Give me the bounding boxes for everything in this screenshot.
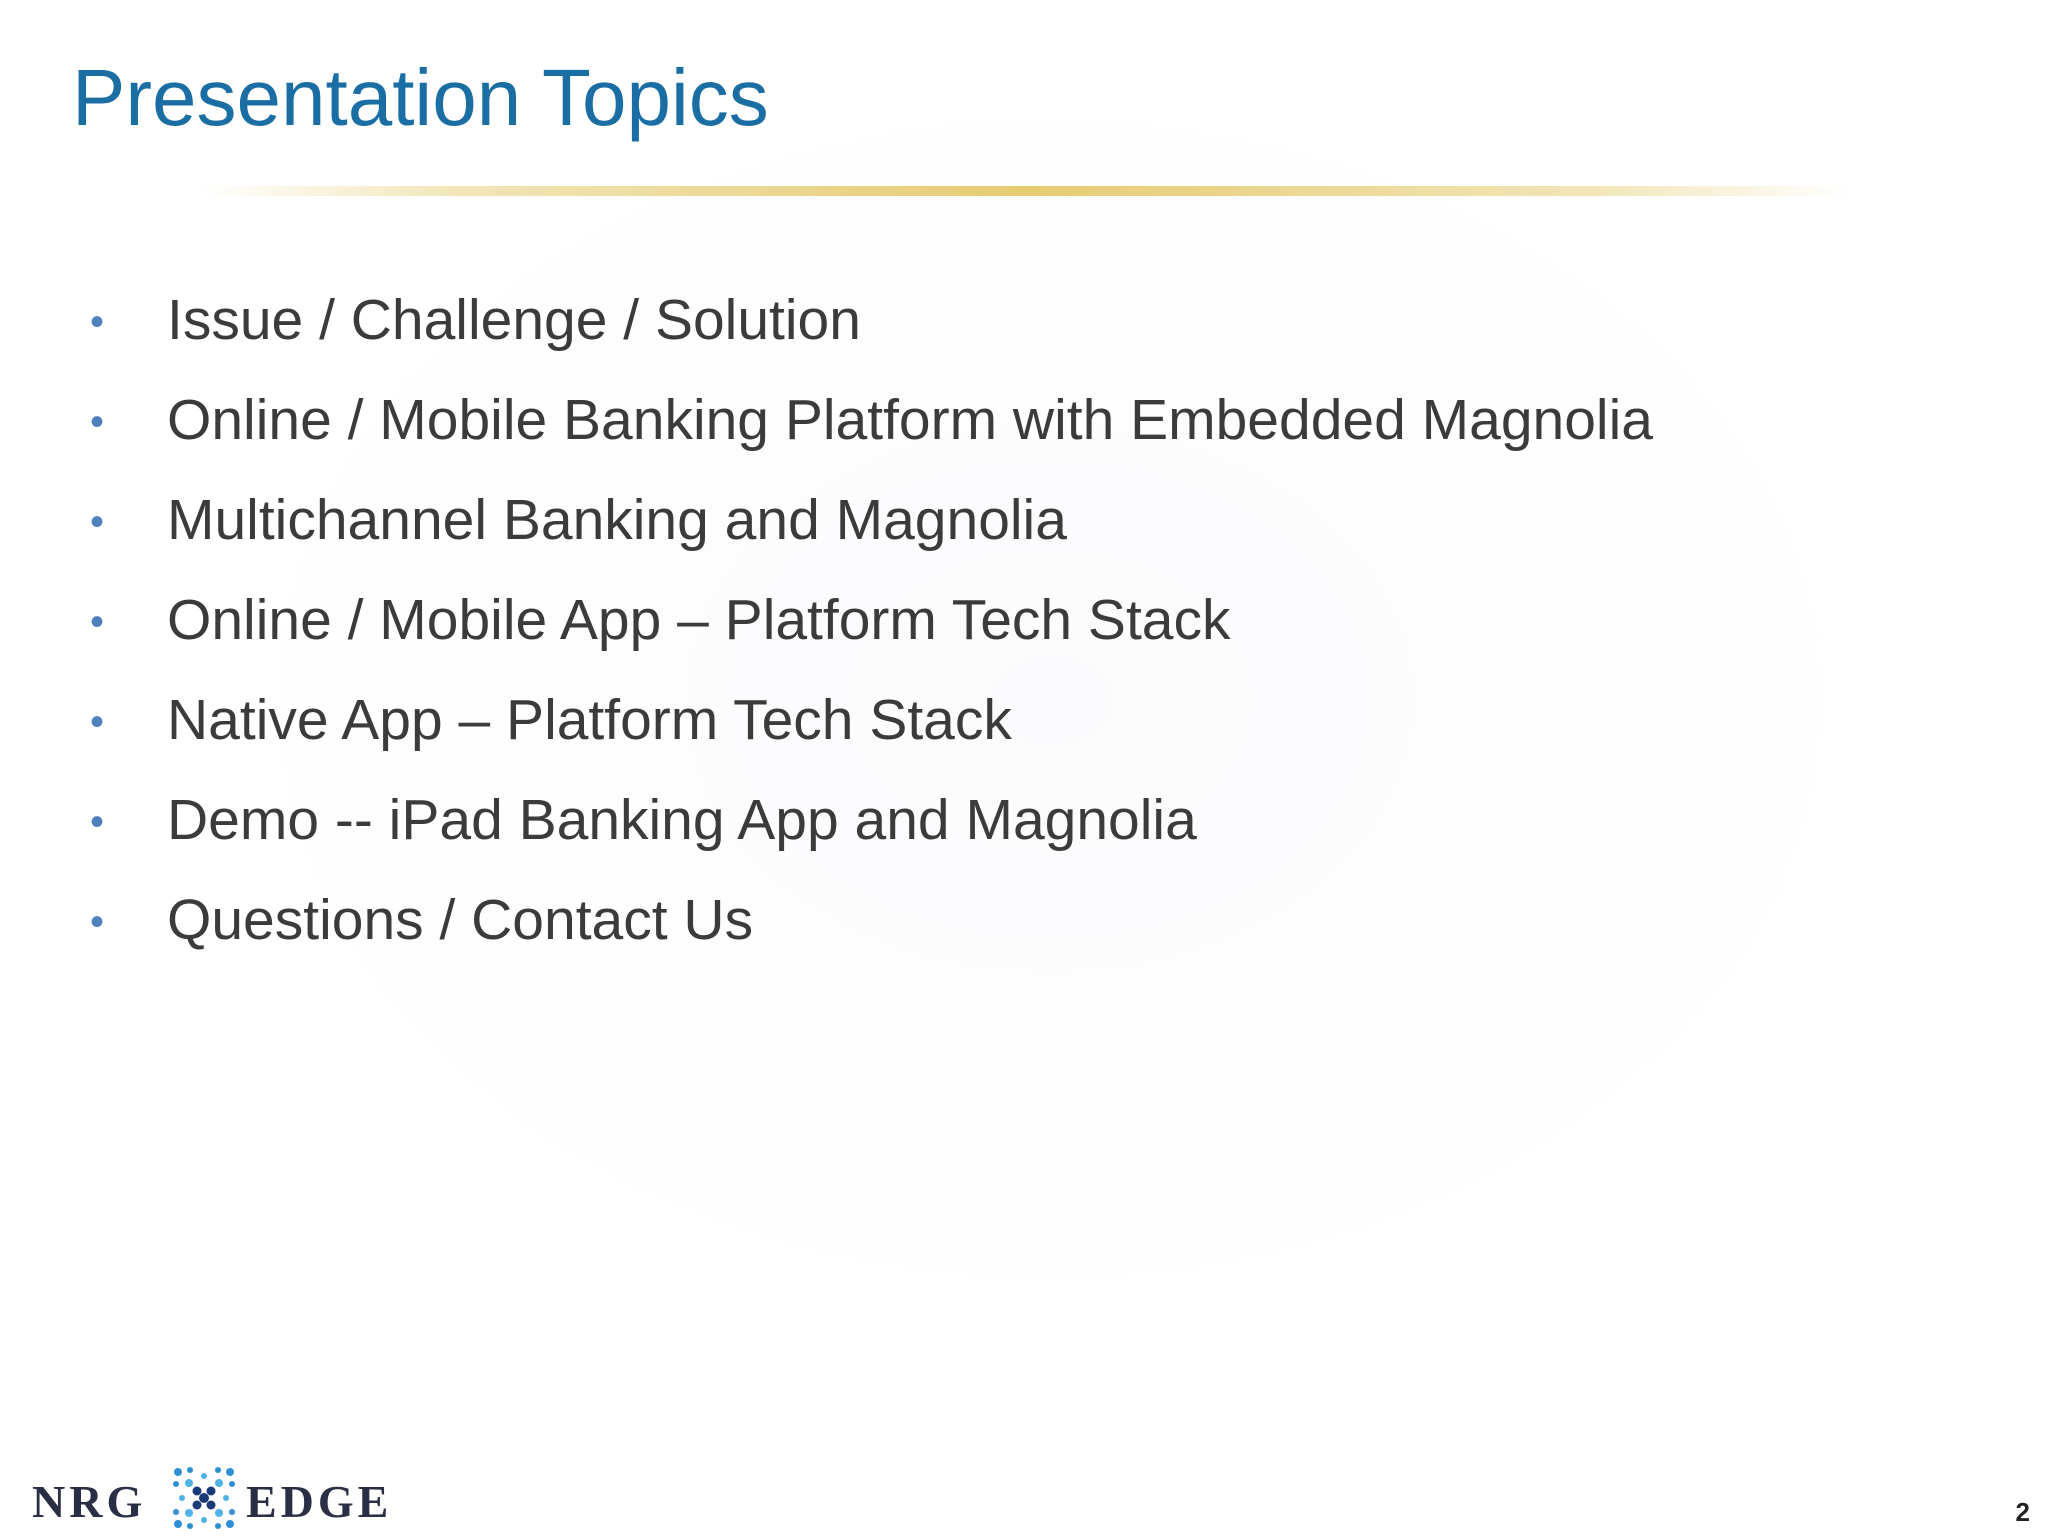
bullet-icon: • <box>90 800 105 844</box>
logo-text-nrg: NRG <box>32 1476 147 1527</box>
bullet-icon: • <box>90 700 105 744</box>
dotted-x-logo-icon <box>170 1464 238 1532</box>
list-item <box>0 372 1800 472</box>
company-logo <box>32 1464 392 1534</box>
topic-text: Demo -- iPad Banking App and Magnolia <box>167 788 1197 852</box>
bullet-icon: • <box>90 500 105 544</box>
topic-text: Native App – Platform Tech Stack <box>167 688 1012 752</box>
topic-text: Online / Mobile Banking Platform with Embedded Magnolia <box>167 388 1653 452</box>
bullet-icon: • <box>90 600 105 644</box>
bullet-icon: • <box>90 400 105 444</box>
list-item <box>0 672 1800 772</box>
bullet-icon: • <box>90 900 105 944</box>
page-number: 2 <box>2015 1497 2030 1527</box>
list-item <box>0 772 1800 872</box>
topic-text: Online / Mobile App – Platform Tech Stack <box>167 588 1231 652</box>
title-divider <box>200 186 1850 196</box>
bullet-icon: • <box>90 300 105 344</box>
list-item <box>0 472 1800 572</box>
list-item <box>0 272 1800 372</box>
logo-text-edge: EDGE <box>246 1476 393 1527</box>
topic-text: Issue / Challenge / Solution <box>167 288 861 352</box>
list-item <box>0 572 1800 672</box>
list-item <box>0 872 1800 972</box>
slide-title: Presentation Topics <box>72 53 769 142</box>
topic-text: Multichannel Banking and Magnolia <box>167 488 1067 552</box>
topic-text: Questions / Contact Us <box>167 888 754 952</box>
topic-list <box>0 272 1800 972</box>
